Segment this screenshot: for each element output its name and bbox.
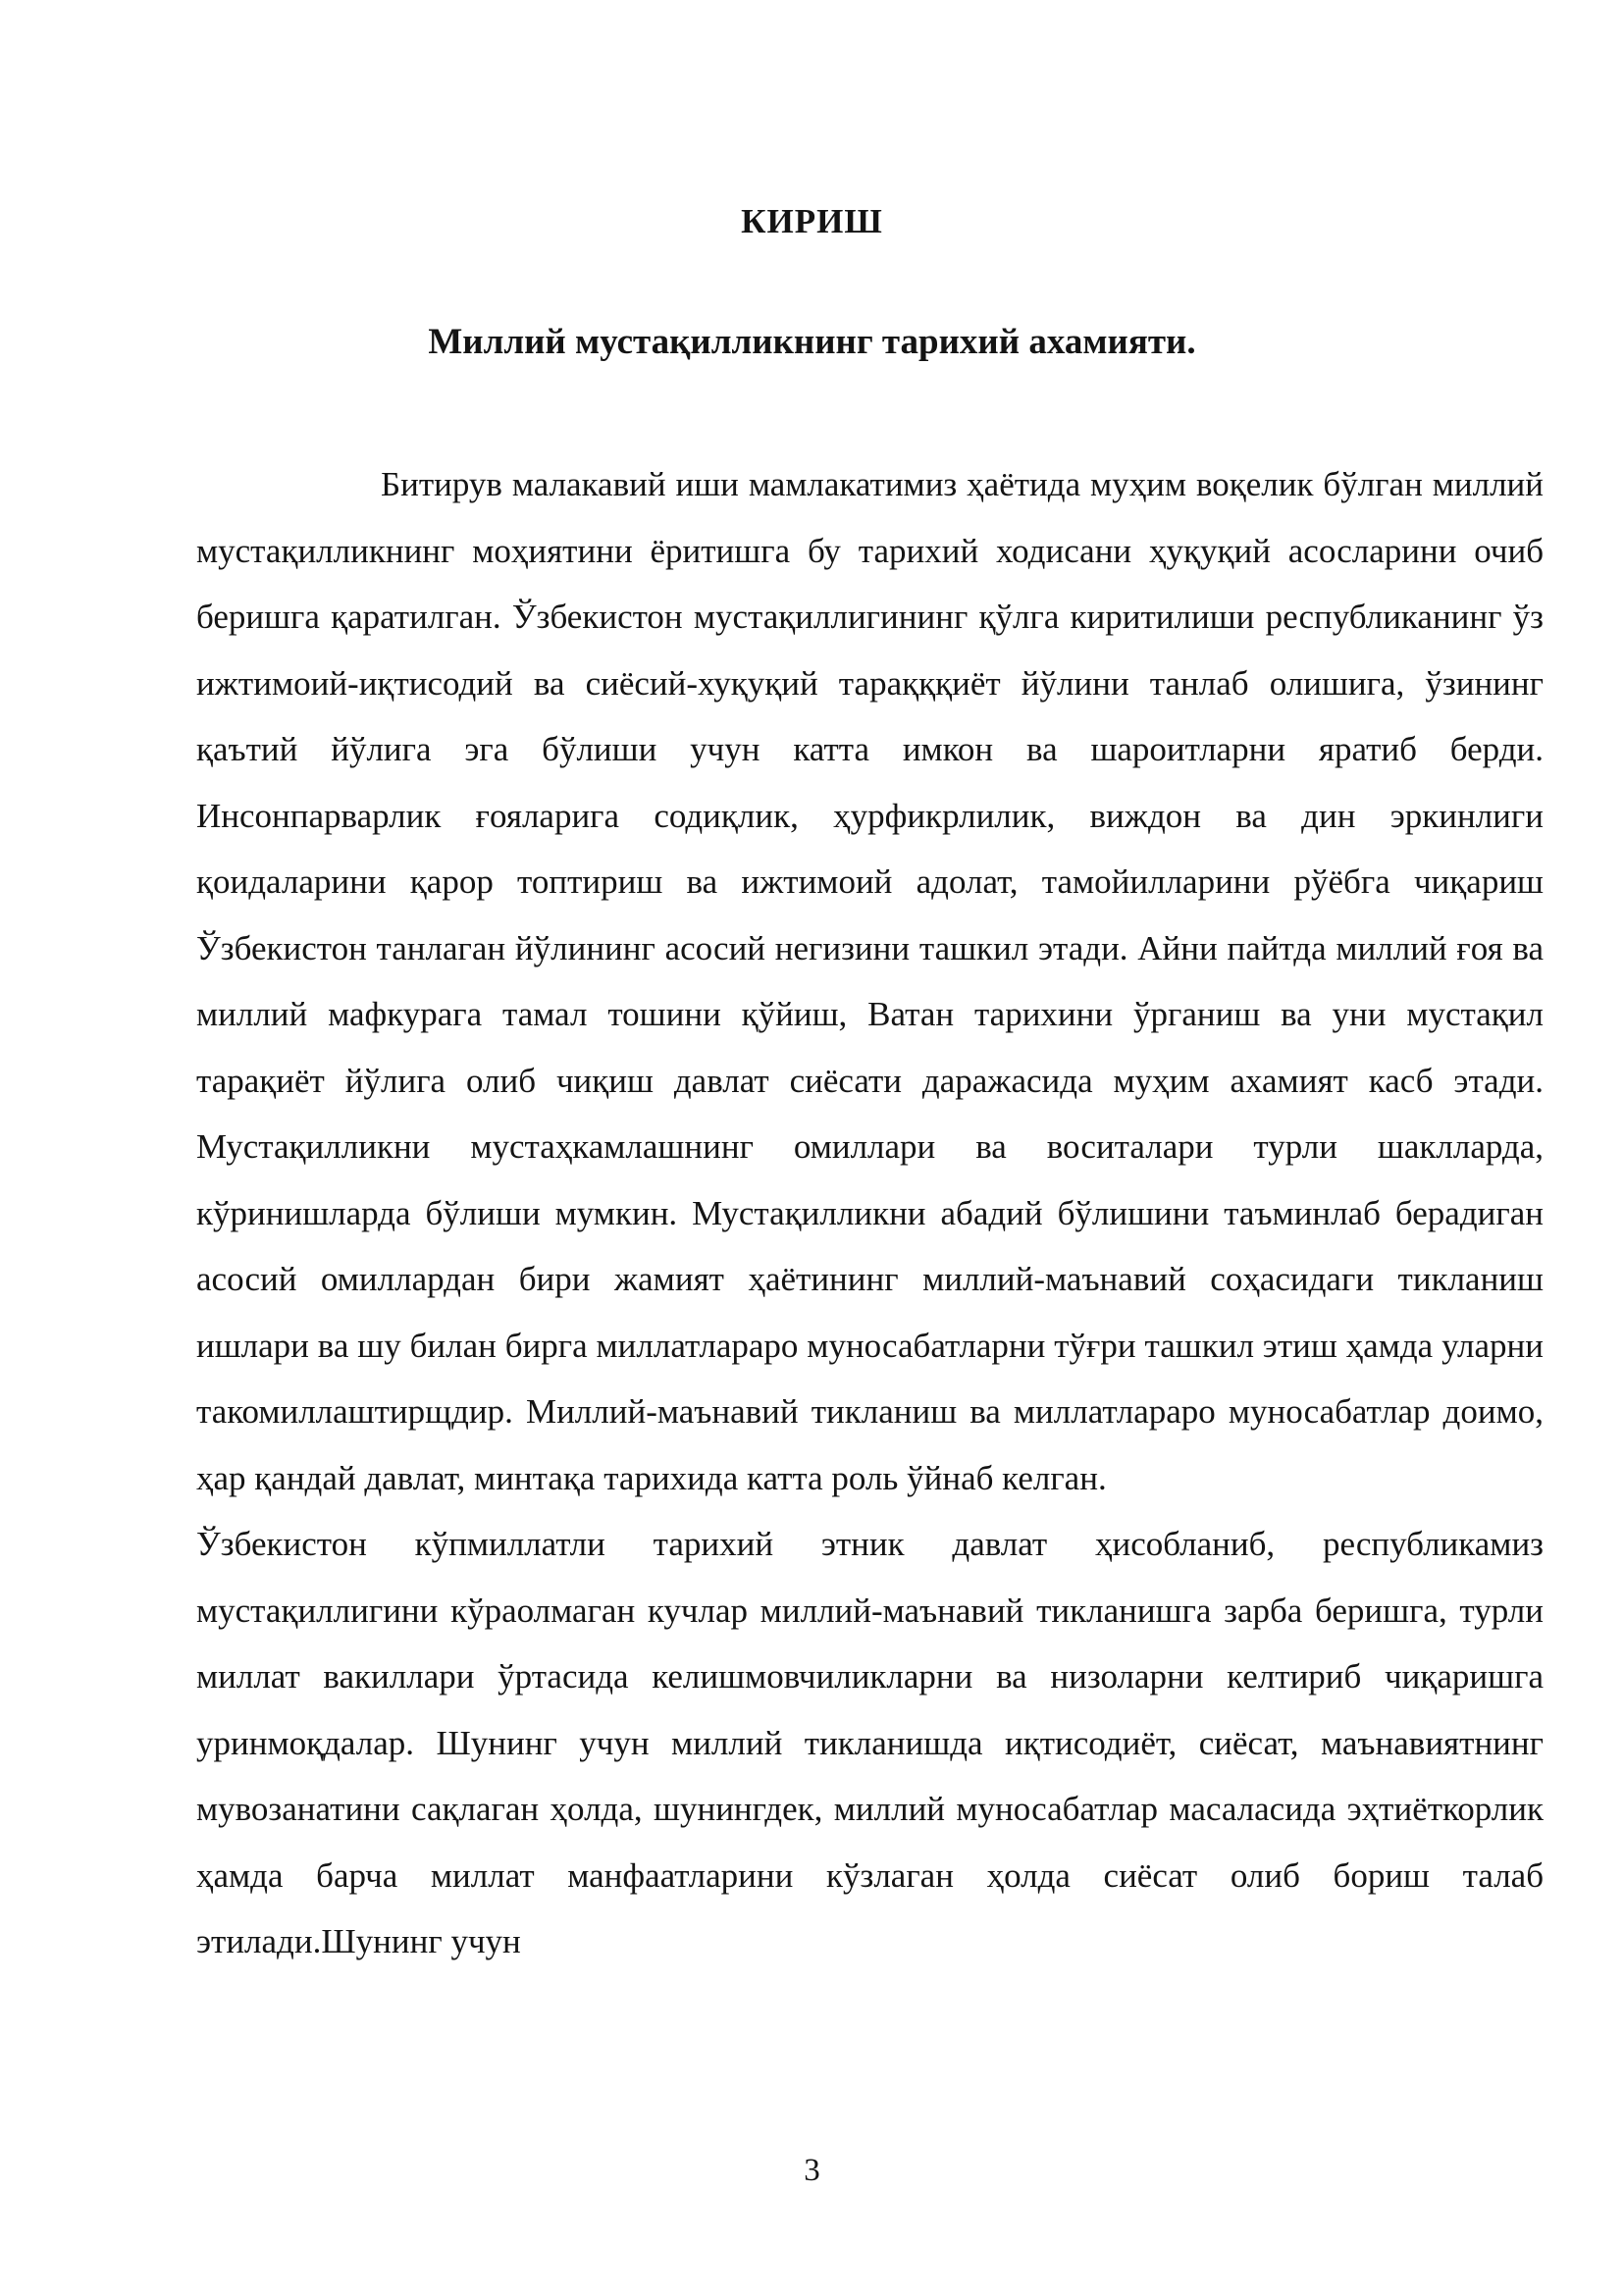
- page-number: 3: [804, 2153, 820, 2188]
- paragraph: Битирув малакавий иши мамлакатимиз ҳаётида муҳим воқелик бўлган миллий мустақилликнинг моҳиятини ёритишга бу тарихий ходисани ҳуқуқий асосларини очиб беришга қаратилган. Ўзбекистон мустақиллигининг қўлга киритилиши республиканинг ўз ижтимоий-иқтисодий ва сиёсий-хуқуқий тарақққиёт йўлини танлаб олишига, ўзининг қаътий йўлига эга бўлиши учун катта имкон ва шароитларни яратиб берди. Инсонпарварлик ғояларига содиқлик, ҳурфикрлилик, виждон ва дин эркинлиги қоидаларини қарор топтириш ва ижтимоий адолат, тамойилларини рўёбга чиқариш Ўзбекистон танлаган йўлининг асосий негизини ташкил этади. Айни пайтда миллий ғоя ва миллий мафкурага тамал тошини қўйиш, Ватан тарихини ўрганиш ва уни мустақил тарақиёт йўлига олиб чиқиш давлат сиёсати даражасида муҳим ахамият касб этади. Мустақилликни мустаҳкамлашнинг омиллари ва воситалари турли шаклларда, кўринишларда бўлиши мумкин. Мустақилликни абадий бўлишини таъминлаб берадиган асосий омиллардан бири жамият ҳаётининг миллий-маънавий соҳасидаги тикланиш ишлари ва шу билан бирга миллатлараро муносабатларни тўғри ташкил этиш ҳамда уларни такомиллаштирщдир. Миллий-маънавий тикланиш ва миллатлараро муносабатлар доимо, ҳар қандай давлат, минтақа тарихида катта роль ўйнаб келган.: [196, 465, 1544, 1497]
- document-title: Миллий мустақилликнинг тарихий ахамияти.: [428, 322, 1196, 362]
- body-text: [196, 451, 1544, 1975]
- section-heading: КИРИШ: [741, 202, 883, 240]
- paragraph: Ўзбекистон кўпмиллатли тарихий этник давлат ҳисобланиб, республикамиз мустақиллигини кўраолмаган кучлар миллий-маънавий тикланишга зарба беришга, турли миллат вакиллари ўртасида келишмовчиликларни ва низоларни келтириб чиқаришга уринмоқдалар. Шунинг учун миллий тикланишда иқтисодиёт, сиёсат, маънавиятнинг мувозанатини сақлаган ҳолда, шунингдек, миллий муносабатлар масаласида эҳтиёткорлик ҳамда барча миллат манфаатларини кўзлаган ҳолда сиёсат олиб бориш талаб этилади.Шунинг учун: [196, 1525, 1544, 1960]
